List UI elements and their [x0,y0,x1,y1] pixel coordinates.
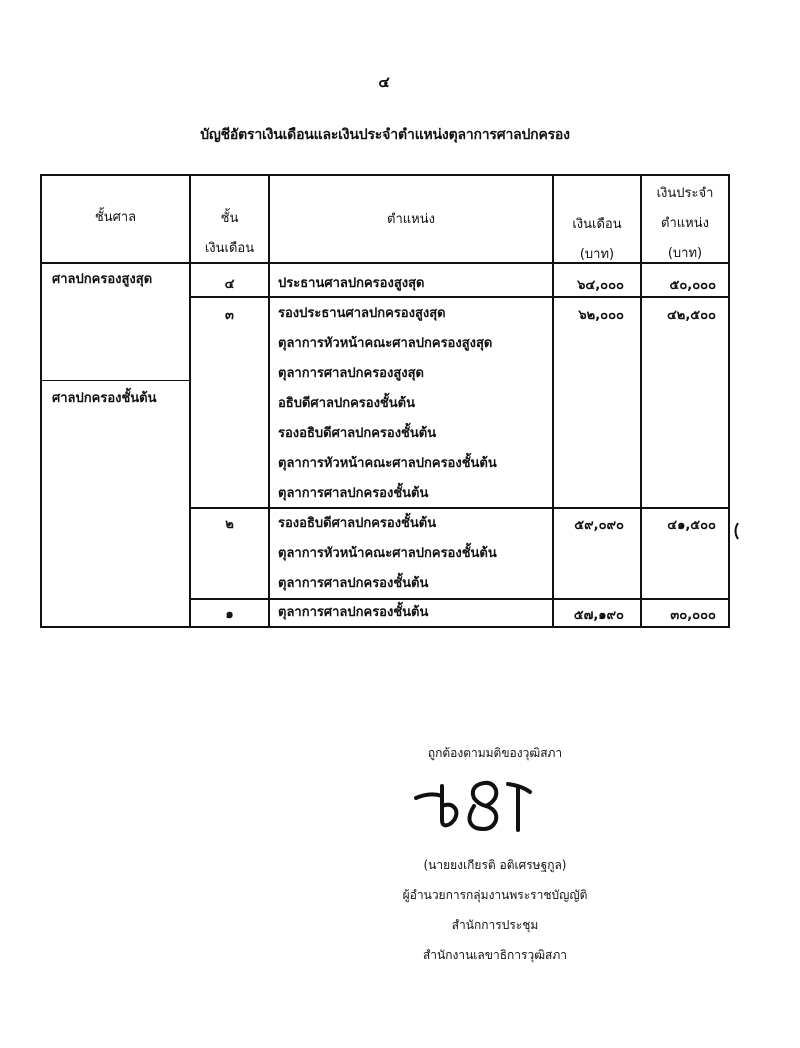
signatory-office: สำนักการประชุม [451,918,539,932]
header-court-level-label: ชั้นศาล [94,210,137,225]
table-border-top [40,174,730,176]
row-3-position-7: ตุลาการศาลปกครองชั้นต้น [278,486,429,501]
signatory-role: ผู้อำนวยการกลุ่มงานพระราชบัญญัติ [402,888,588,902]
court-level-divider [40,380,190,381]
row-3-step: ๓ [225,308,234,323]
row-1-step: ๑ [225,607,234,622]
handwritten-signature [412,776,542,836]
row-2-positions [278,509,497,599]
header-position [270,205,552,235]
document-title: บัญชีอัตราเงินเดือนและเงินประจำตำแหน่งตุลาการศาลปกครอง [200,127,570,143]
certification-signatory-block [330,850,660,970]
row-3-salary: ๖๒,๐๐๐ [578,308,624,323]
row-2-step: ๒ [225,517,234,532]
page-number: ๔ [378,73,390,91]
row-4-salary: ๖๔,๐๐๐ [577,278,624,293]
header-salary-step-line2: เงินเดือน [204,241,255,256]
header-salary-step [191,204,268,264]
row-2-salary: ๕๙,๐๙๐ [574,518,624,533]
row-2-position-1: รองอธิบดีศาลปกครองชั้นต้น [278,516,437,531]
court-level-supreme: ศาลปกครองสูงสุด [52,272,153,287]
row-3-position-1: รองประธานศาลปกครองสูงสุด [278,306,446,321]
row-4-position-1: ประธานศาลปกครองสูงสุด [278,276,425,291]
header-allowance-line3: (บาท) [667,246,703,261]
header-allowance-line2: ตำแหน่ง [661,216,709,231]
row-3-position-4: อธิบดีศาลปกครองชั้นต้น [278,396,415,411]
header-allowance-line1: เงินประจำ [656,186,714,201]
row-1-salary: ๕๗,๑๙๐ [573,608,624,623]
row-3-positions [278,299,497,509]
signatory-name: (นายยงเกียรติ อติเศรษฐกูล) [423,858,567,872]
signatory-organization: สำนักงานเลขาธิการวุฒิสภา [422,948,568,962]
header-salary-line1: เงินเดือน [572,217,622,232]
row-3-allowance: ๔๒,๕๐๐ [666,308,716,323]
row-2-position-2: ตุลาการหัวหน้าคณะศาลปกครองชั้นต้น [278,546,497,561]
header-court-level [42,203,189,233]
row-3-position-3: ตุลาการศาลปกครองสูงสุด [278,366,424,381]
certification-statement: ถูกต้องตามมติของวุฒิสภา [427,746,563,760]
row-2-allowance: ๔๑,๕๐๐ [667,518,716,533]
salary-table [40,174,730,628]
header-salary-step-line1: ชั้น [220,211,239,226]
row-3-position-2: ตุลาการหัวหน้าคณะศาลปกครองสูงสุด [278,336,493,351]
row-1-allowance: ๓๐,๐๐๐ [670,608,716,623]
row-1-position-1: ตุลาการศาลปกครองชั้นต้น [278,605,429,620]
column-divider-2 [268,174,270,628]
header-salary [554,210,640,270]
row-2-position-3: ตุลาการศาลปกครองชั้นต้น [278,576,429,591]
table-border-left [40,174,42,628]
row-4-allowance: ๕๐,๐๐๐ [669,278,716,293]
row-3-position-5: รองอธิบดีศาลปกครองชั้นต้น [278,426,437,441]
scan-edge-mark [732,522,740,540]
table-border-right [728,174,730,628]
header-position-label: ตำแหน่ง [387,212,435,227]
certification-statement-block [330,738,660,768]
header-salary-line2: (บาท) [579,247,615,262]
header-allowance [642,179,728,269]
court-level-first-instance: ศาลปกครองชั้นต้น [52,391,157,406]
row-3-position-6: ตุลาการหัวหน้าคณะศาลปกครองชั้นต้น [278,456,497,471]
row-4-step: ๔ [224,277,235,292]
